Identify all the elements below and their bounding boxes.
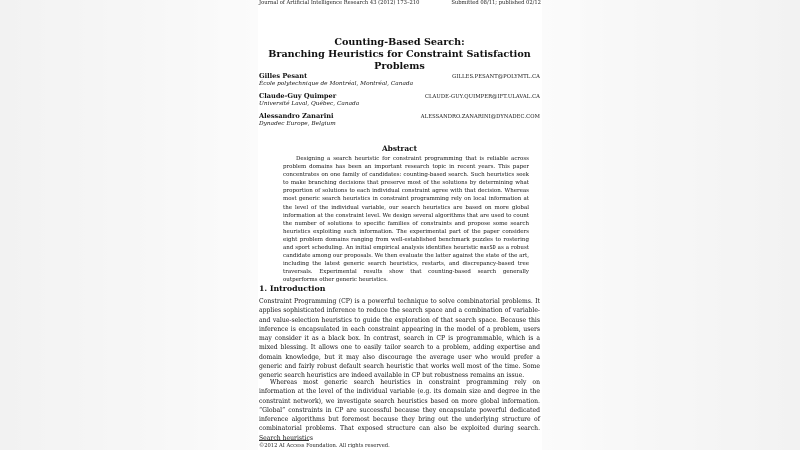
- abstract-body: [283, 155, 529, 285]
- left-backdrop: [0, 0, 258, 450]
- title-line-1: Counting-Based Search:: [334, 37, 465, 48]
- running-head: [258, 0, 541, 8]
- paper-page: [258, 0, 541, 450]
- intro-paragraph-1: Constraint Programming (CP) is a powerful technique to solve combinatorial problems. It applies sophisticated inference to reduce the search space and a combination of variable- and value-selection heuristics to guide the exploration of that search space. Because this inference is encapsulated in each constraint appearing in the model of a problem, users may consider it as a black box. In contrast, search in CP is programmable, which is a mixed blessing. It allows one to easily tailor search to a problem, adding expertise and domain knowledge, but it may also discourage the average user who would prefer a generic and fairly robust default search heuristic that works well most of the time. Some generic search heuristics are indeed available in CP but robustness remains an issue.: [259, 298, 540, 380]
- abstract-heading: Abstract: [381, 144, 418, 153]
- paper-title: [258, 37, 541, 73]
- author-email: CLAUDE-GUY.QUIMPER@IFT.ULAVAL.CA: [424, 94, 540, 100]
- author-name: Claude-Guy Quimper: [259, 92, 337, 100]
- author-name: Gilles Pesant: [259, 72, 308, 80]
- journal-citation: Journal of Artificial Intelligence Research 43 (2012) 173–210: [259, 0, 420, 6]
- abstract-code: maxSD: [480, 245, 496, 252]
- right-backdrop: [542, 0, 800, 450]
- title-line-2: Branching Heuristics for Constraint Satisfaction Problems: [268, 49, 531, 72]
- intro-paragraph-2: Whereas most generic search heuristics in constraint programming rely on information at the level of the individual variable (e.g. its domain size and degree in the constraint network), we investigate search heuristics based on more global information. “Global” constraints in CP are successful because they encapsulate powerful dedicated inference algorithms but foremost because they bring out the underlying structure of combinatorial problems. That exposed structure can also be exploited during search. Search heuristics: [259, 379, 540, 442]
- author-email: GILLES.PESANT@POLYMTL.CA: [452, 74, 540, 80]
- author-affiliation: Dynadec Europe, Belgium: [259, 121, 336, 127]
- abstract-text-a: Designing a search heuristic for constraint programming that is reliable across problem domains has been an important research topic in recent years. This paper concentrates on one family of candidates: counting-based search. Such heuristics seek to make branching decisions that preserve most of the solutions by determining what proportion of solutions to each individual constraint agree with that decision. Whereas most generic search heuristics in constraint programming rely on local information at the level of the individual variable, our search heuristics are based on more global information at the constraint level. We design several algorithms that are used to count the number of solutions to specific families of constraints and propose some search heuristics exploiting such information. The experimental part of the paper considers eight problem domains ranging from well-established benchmark puzzles to rostering and sport scheduling. An initial empirical analysis identifies heuristic: [283, 156, 529, 252]
- author-name: Alessandro Zanarini: [259, 112, 334, 120]
- author-block: [259, 92, 541, 108]
- author-affiliation: École polytechnique de Montréal, Montréal, Canada: [259, 81, 414, 87]
- footer-rule: [259, 440, 309, 441]
- submission-dates: Submitted 08/11; published 02/12: [451, 0, 541, 6]
- author-affiliation: Université Laval, Québec, Canada: [259, 101, 360, 107]
- abstract-text-b: as a robust candidate among our proposals. We then evaluate the latter against the state of the art, including the latest generic search heuristics, restarts, and discrepancy-based tree traversals. Experimental results show that counting-based search generally outperforms other generic heuristics.: [283, 245, 529, 284]
- copyright-footer: ©2012 AI Access Foundation. All rights reserved.: [259, 443, 390, 449]
- author-block: [259, 72, 541, 88]
- author-block: [259, 112, 541, 128]
- author-email: ALESSANDRO.ZANARINI@DYNADEC.COM: [420, 114, 540, 120]
- section-heading: 1. Introduction: [259, 284, 326, 293]
